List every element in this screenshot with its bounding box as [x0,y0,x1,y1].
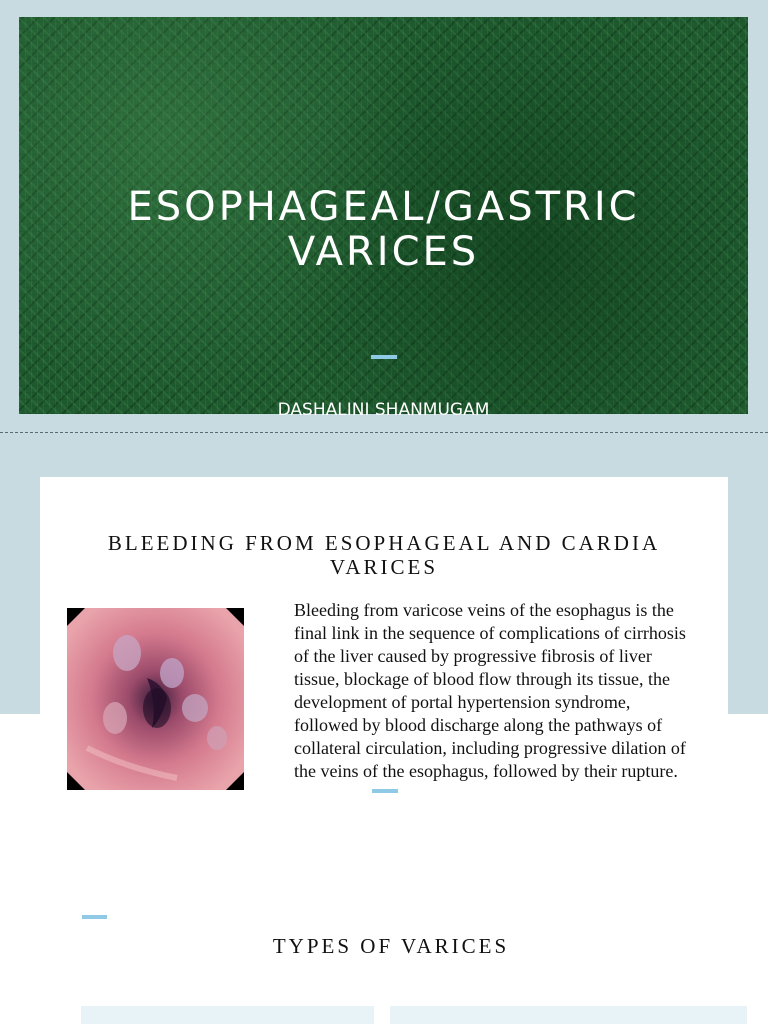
slide-title-line-1: ESOPHAGEAL/GASTRIC [127,184,640,230]
content-slide-body: Bleeding from varicose veins of the esophagus is the final link in the sequence of complications of cirrhosis of the liver caused by progressive fibrosis of liver tissue, blockage of blood flow through its tissue, the development of portal hypertension syndrome, followed by blood discharge along the pathways of collateral circulation, including progressive dilation of the veins of the esophagus, followed by their rupture. [294,600,686,781]
accent-dash [82,915,107,919]
content-slide-title-line-1: BLEEDING FROM ESOPHAGEAL AND CARDIA [107,531,661,555]
title-slide [19,17,748,420]
slide-title-line-2: VARICES [287,229,480,275]
author-name: DASHALINI SHANMUGAM [277,400,490,420]
content-slide-title-line-2: VARICES [329,555,439,579]
type-card [81,1006,374,1024]
endoscopy-image [67,608,244,790]
slide-divider [0,432,768,433]
type-card [390,1006,747,1024]
types-slide-title: TYPES OF VARICES [272,934,510,958]
content-slide-title [0,531,768,579]
accent-dash [371,355,397,359]
slide-title [19,185,748,275]
accent-dash [372,789,398,793]
